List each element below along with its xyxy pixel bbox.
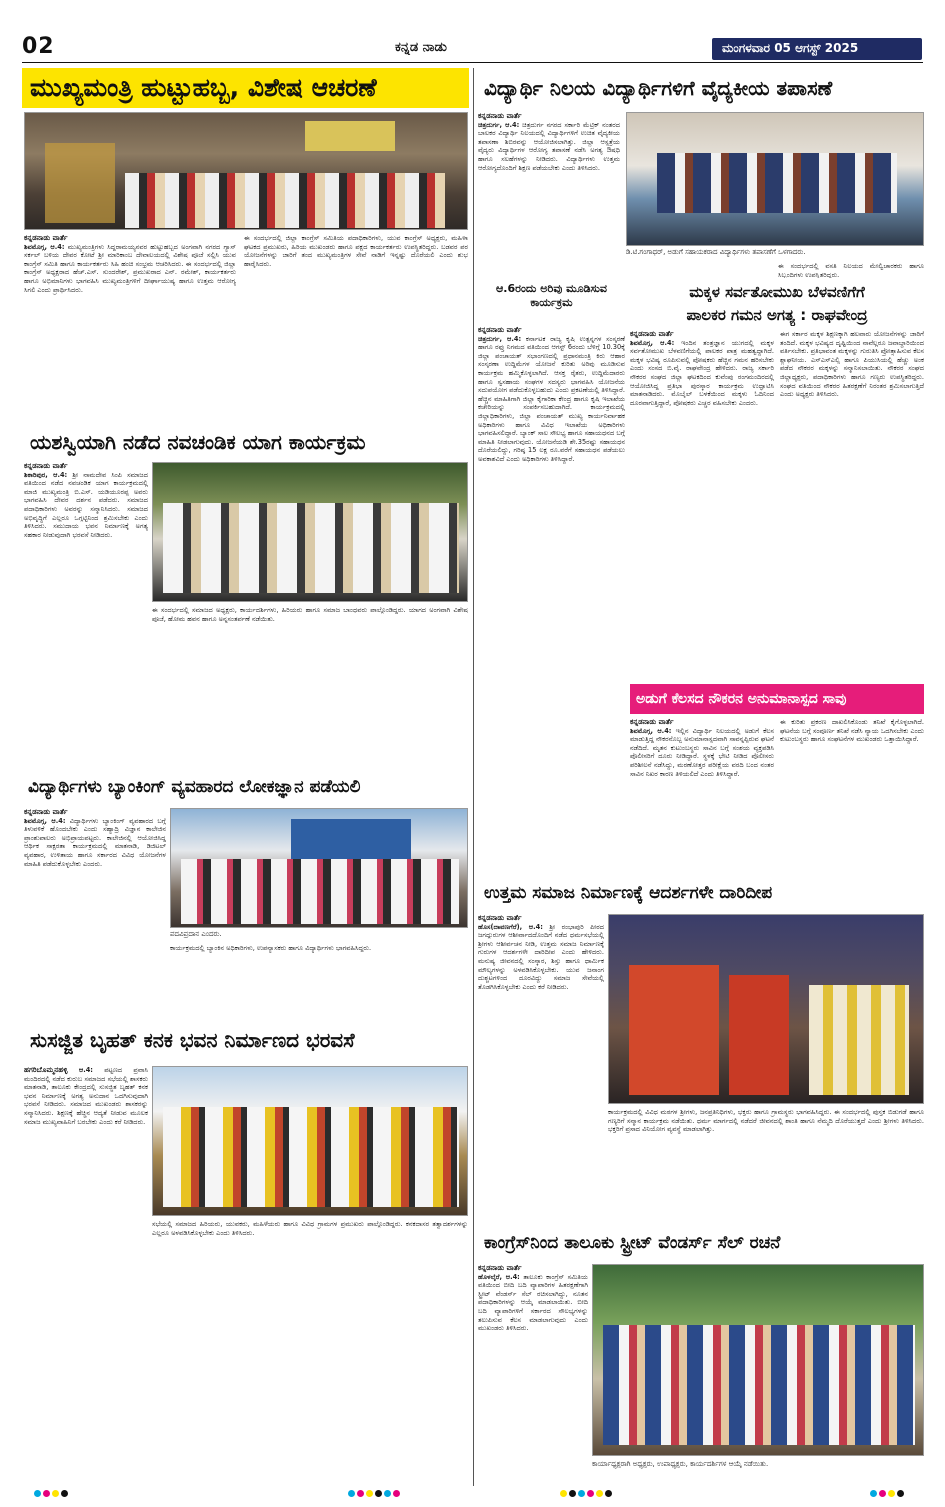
dateline: ಶಿವಮೊಗ್ಗ, ಆ.4: — [630, 338, 675, 347]
dateline: ಶಿಕಾರಿಪುರ, ಆ.4: — [24, 470, 68, 479]
photo-caption: ಕಾರ್ಯಾಧ್ಯಕ್ಷರಾಗಿ ಅಧ್ಯಕ್ಷರು, ಉಪಾಧ್ಯಕ್ಷರು, ಕಾರ್ಯದರ್ಶಿಗಳ ಆಯ್ಕೆ ನಡೆಯಿತು. — [592, 1460, 769, 1468]
byline: ಕನ್ನಡನಾಡು ವಾರ್ತೆ — [24, 234, 68, 242]
article-body: ಹೆಚ್ಚಿನ ಮಾಹಿತಿಗಾಗಿ ಜಿಲ್ಲಾ ಕೈಗಾರಿಕಾ ಕೇಂದ್ರ ಹಾಗೂ ಕೃಷಿ ಇಲಾಖೆಯ ಕಚೇರಿಯನ್ನು ಸಂಪರ್ಕಿಸಬಹುದಾಗಿದೆ. ಕಾರ್ಯಕ್ರಮದಲ್ಲಿ ಜಿಲ್ಲಾಧಿಕಾರಿಗಳು, ಜಿಲ್ಲಾ ಪಂಚಾಯತ್ ಮುಖ್ಯ ಕಾರ್ಯನಿರ್ವಾಹಕ ಅಧಿಕಾರಿಗಳು ಹಾಗೂ ವಿವಿಧ ಇಲಾಖೆಯ ಅಧಿಕಾರಿಗಳು ಭಾಗವಹಿಸಲಿದ್ದಾರೆ. ಬ್ಯಾಂಕ್ ಸಾಲ ಸೌಲಭ್ಯ ಹಾಗೂ ಸಹಾಯಧನದ ಬಗ್ಗೆ ಮಾಹಿತಿ ನೀಡಲಾಗುವುದು. ಯೋಜನೆಯಡಿ ಶೇ.35ರಷ್ಟು ಸಹಾಯಧನ ದೊರೆಯಲಿದ್ದು, ಗರಿಷ್ಠ 15 ಲಕ್ಷ ರೂ.ವರೆಗೆ ಸಹಾಯಧನ ಪಡೆಯಲು ಅವಕಾಶವಿದೆ ಎಂದು ಅಧಿಕಾರಿಗಳು ತಿಳಿಸಿದ್ದಾರೆ. — [478, 394, 625, 463]
dateline: ಚಿತ್ರದುರ್ಗ, ಆ.4: — [478, 120, 520, 129]
photo-ideal-society — [608, 914, 924, 1104]
article-body: ಕರ್ನಾಟಕ ರಾಜ್ಯ ಕೃಷಿ ಉತ್ಪನ್ನಗಳ ಸಂಸ್ಕರಣೆ ಹಾಗೂ ರಫ್ತು ನಿಗಮದ ವತಿಯಿಂದ ಆಗಸ್ಟ್ 6ರಂದು ಬೆಳಿಗ್ಗೆ 10.30ಕ್ಕೆ ಜಿಲ್ಲಾ ಪಂಚಾಯತ್ ಸಭಾಂಗಣದಲ್ಲಿ ಪ್ರಧಾನಮಂತ್ರಿ ಕಿರು ಆಹಾರ ಸಂಸ್ಕರಣಾ ಉದ್ದಿಮೆಗಳ ಯೋಜನೆ ಕುರಿತು ಅರಿವು ಮೂಡಿಸುವ ಕಾರ್ಯಕ್ರಮ ಹಮ್ಮಿಕೊಳ್ಳಲಾಗಿದೆ. ಆಸಕ್ತ ರೈತರು, ಉದ್ದಿಮೆದಾರರು ಹಾಗೂ ಸ್ವಸಹಾಯ ಸಂಘಗಳ ಸದಸ್ಯರು ಭಾಗವಹಿಸಿ ಯೋಜನೆಯ ಸದುಪಯೋಗ ಪಡೆದುಕೊಳ್ಳಬಹುದು ಎಂದು ಪ್ರಕಟಣೆಯಲ್ಲಿ ತಿಳಿಸಿದ್ದಾರೆ. — [478, 334, 625, 395]
article-cook-death-col1 — [630, 718, 774, 870]
article-body: ಪಟ್ಟಣದ ಪ್ರವಾಸಿ ಮಂದಿರದಲ್ಲಿ ನಡೆದ ಕುರುಬ ಸಮಾಜದ ಸಭೆಯಲ್ಲಿ ಶಾಸಕರು ಮಾತನಾಡಿ, ತಾಲೂಕು ಕೇಂದ್ರದಲ್ಲಿ ಸುಸಜ್ಜಿತ ಬೃಹತ್ ಕನಕ ಭವನ ನಿರ್ಮಾಣಕ್ಕೆ ಅಗತ್ಯ ಅನುದಾನ ಒದಗಿಸುವುದಾಗಿ ಭರವಸೆ ನೀಡಿದರು. ಸಮಾಜದ ಮುಖಂಡರು ಶಾಸಕರನ್ನು ಸನ್ಮಾನಿಸಿದರು. ಶಿಕ್ಷಣಕ್ಕೆ ಹೆಚ್ಚಿನ ಆದ್ಯತೆ ನೀಡುವ ಮೂಲಕ ಸಮಾಜ ಮುಖ್ಯವಾಹಿನಿಗೆ ಬರಬೇಕು ಎಂದು ಕರೆ ನೀಡಿದರು. — [24, 1066, 148, 1126]
photo-banking — [170, 808, 468, 928]
article-body: ಶ್ರೀ ರಂಭಾಪುರಿ ಪೀಠದ ಜಗದ್ಗುರುಗಳ ಆಶೀರ್ವಾದದೊಂದಿಗೆ ನಡೆದ ಧರ್ಮಸಭೆಯಲ್ಲಿ ಶ್ರೀಗಳು ಆಶೀರ್ವಚನ ನೀಡಿ, ಉತ್ತಮ ಸಮಾಜ ನಿರ್ಮಾಣಕ್ಕೆ ಗುರುಗಳ ಆದರ್ಶಗಳೇ ದಾರಿದೀಪ ಎಂದು ಹೇಳಿದರು. ಮನುಷ್ಯ ಜೀವನದಲ್ಲಿ ಸಂಸ್ಕಾರ, ಶಿಸ್ತು ಹಾಗೂ ಧಾರ್ಮಿಕ ಮೌಲ್ಯಗಳನ್ನು ಅಳವಡಿಸಿಕೊಳ್ಳಬೇಕು. ಯುವ ಜನಾಂಗ ದುಶ್ಚಟಗಳಿಂದ ದೂರವಿದ್ದು ಸಮಾಜ ಸೇವೆಯಲ್ಲಿ ತೊಡಗಿಸಿಕೊಳ್ಳಬೇಕು ಎಂದು ಕರೆ ನೀಡಿದರು. — [478, 922, 604, 991]
headline-banking: ವಿದ್ಯಾರ್ಥಿಗಳು ಬ್ಯಾಂಕಿಂಗ್ ವ್ಯವಹಾರದ ಲೋಕಜ್ಞಾನ ಪಡೆಯಲಿ — [28, 777, 361, 797]
byline: ಕನ್ನಡನಾಡು ವಾರ್ತೆ — [630, 330, 674, 338]
article-body: ಕಾರ್ಯಕ್ರಮದಲ್ಲಿ ಬ್ಯಾಂಕಿನ ಅಧಿಕಾರಿಗಳು, ಉಪನ್ಯಾಸಕರು ಹಾಗೂ ವಿದ್ಯಾರ್ಥಿಗಳು ಭಾಗವಹಿಸಿದ್ದರು. — [170, 944, 372, 952]
article-body: ಇಂದಿನ ತಂತ್ರಜ್ಞಾನ ಯುಗದಲ್ಲಿ ಮಕ್ಕಳ ಸರ್ವತೋಮುಖ ಬೆಳವಣಿಗೆಯಲ್ಲಿ ಪಾಲಕರ ಪಾತ್ರ ಮಹತ್ವದ್ದಾಗಿದೆ. ಮಕ್ಕಳ ಭವಿಷ್ಯ ರೂಪಿಸುವಲ್ಲಿ ಪೋಷಕರು ಹೆಚ್ಚಿನ ಗಮನ ಹರಿಸಬೇಕು ಎಂದು ಸಂಸದ ಬಿ.ವೈ. ರಾಘವೇಂದ್ರ ಹೇಳಿದರು. ರಾಜ್ಯ ಸರ್ಕಾರಿ ನೌಕರರ ಸಂಘದ ಜಿಲ್ಲಾ ಘಟಕದಿಂದ ಕುವೆಂಪು ರಂಗಮಂದಿರದಲ್ಲಿ ಆಯೋಜಿಸಿದ್ದ ಪ್ರತಿಭಾ ಪುರಸ್ಕಾರ ಕಾರ್ಯಕ್ರಮ ಉದ್ಘಾಟಿಸಿ ಮಾತನಾಡಿದರು. ಮೊಬೈಲ್ ಬಳಕೆಯಿಂದ ಮಕ್ಕಳು ಓದಿನಿಂದ ದೂರವಾಗುತ್ತಿದ್ದಾರೆ, ಪೋಷಕರು ಎಚ್ಚರ ವಹಿಸಬೇಕು ಎಂದರು. — [630, 338, 774, 407]
color-bar-right — [870, 1490, 904, 1497]
photo-caption: ಡಿ.ಟಿ.ಗಂಗಾಧರ್, ಅಡುಗೆ ಸಹಾಯಕರಾದ ವಿದ್ಯಾರ್ಥಿಗಳು ತಪಾಸಣೆಗೆ ಒಳಗಾದರು. — [626, 248, 806, 256]
dateline: ಚಿತ್ರದುರ್ಗ, ಆ.4: — [478, 334, 522, 343]
article-navachandika-col1 — [24, 462, 148, 768]
dateline: ಶಿವಮೊಗ್ಗ, ಆ.4: — [24, 242, 65, 251]
byline: ಹಗರಿಬೊಮ್ಮನಹಳ್ಳಿ — [24, 1066, 68, 1074]
article-ideal-society-col2 — [608, 1108, 924, 1222]
photo-caption: ಪದವಿಪ್ರದಾನ ಎಂದರು. — [170, 930, 222, 938]
photo-kanaka-bhavana — [152, 1066, 468, 1216]
dateline: ಶಿವಮೊಗ್ಗ, ಆ.4: — [630, 726, 672, 735]
color-bar-center-right — [560, 1490, 612, 1497]
article-body: ಶ್ರೀ ನಾಮದೇವ ಸಿಂಪಿ ಸಮಾಜದ ವತಿಯಿಂದ ನಡೆದ ನವಚಂಡಿಕ ಯಾಗ ಕಾರ್ಯಕ್ರಮದಲ್ಲಿ ಮಾಜಿ ಮುಖ್ಯಮಂತ್ರಿ ಬಿ.ಎಸ್. ಯಡಿಯೂರಪ್ಪ ಅವರು ಭಾಗವಹಿಸಿ ದೇವರ ದರ್ಶನ ಪಡೆದರು. ಸಮಾಜದ ಪದಾಧಿಕಾರಿಗಳು ಅವರನ್ನು ಸನ್ಮಾನಿಸಿದರು. ಸಮಾಜದ ಅಭಿವೃದ್ಧಿಗೆ ಎಲ್ಲರೂ ಒಗ್ಗಟ್ಟಿನಿಂದ ಶ್ರಮಿಸಬೇಕು ಎಂದು ತಿಳಿಸಿದರು. ಸಮುದಾಯ ಭವನ ನಿರ್ಮಾಣಕ್ಕೆ ಅಗತ್ಯ ಸಹಕಾರ ನೀಡುವುದಾಗಿ ಭರವಸೆ ನೀಡಿದರು. — [24, 470, 148, 539]
dateline: ಆ.4: — [78, 1066, 93, 1074]
article-cm-birthday-col2 — [244, 234, 468, 420]
headline-ideal-society: ಉತ್ತಮ ಸಮಾಜ ನಿರ್ಮಾಣಕ್ಕೆ ಆದರ್ಶಗಳೇ ದಾರಿದೀಪ — [484, 883, 773, 903]
headline-anganwadi: ಆ.6ರಂದು ಅರಿವು ಮೂಡಿಸುವ ಕಾರ್ಯಕ್ರಮ — [496, 282, 607, 309]
article-body: ಈಗ ಸರ್ಕಾರ ಮಕ್ಕಳ ಶಿಕ್ಷಣಕ್ಕಾಗಿ ಹಲವಾರು ಯೋಜನೆಗಳನ್ನು ಜಾರಿಗೆ ತಂದಿದೆ. ಮಕ್ಕಳ ಭವಿಷ್ಯದ ದೃಷ್ಟಿಯಿಂದ ನಾವೆಲ್ಲರೂ ಜವಾಬ್ದಾರಿಯಿಂದ ವರ್ತಿಸಬೇಕು. ಪ್ರತಿಭಾವಂತ ಮಕ್ಕಳನ್ನು ಗುರುತಿಸಿ ಪ್ರೋತ್ಸಾಹಿಸುವ ಕೆಲಸ ಶ್ಲಾಘನೀಯ. ಎಸ್ಎಸ್ಎಲ್ಸಿ ಹಾಗೂ ಪಿಯುಸಿಯಲ್ಲಿ ಹೆಚ್ಚು ಅಂಕ ಪಡೆದ ನೌಕರರ ಮಕ್ಕಳನ್ನು ಸನ್ಮಾನಿಸಲಾಯಿತು. ನೌಕರರ ಸಂಘದ ಜಿಲ್ಲಾಧ್ಯಕ್ಷರು, ಪದಾಧಿಕಾರಿಗಳು ಹಾಗೂ ಗಣ್ಯರು ಉಪಸ್ಥಿತರಿದ್ದರು. ಸಂಘದ ವತಿಯಿಂದ ನೌಕರರ ಹಿತರಕ್ಷಣೆಗೆ ನಿರಂತರ ಶ್ರಮಿಸಲಾಗುತ್ತಿದೆ ಎಂದು ಅಧ್ಯಕ್ಷರು ತಿಳಿಸಿದರು. — [780, 330, 924, 399]
article-street-vendors — [478, 1264, 588, 1486]
color-bar-left — [34, 1490, 68, 1497]
headline-street-vendors: ಕಾಂಗ್ರೆಸ್‌ನಿಂದ ತಾಲೂಕು ಸ್ಟ್ರೀಟ್ ವೆಂಡರ್ಸ್ ಸೆಲ್ ರಚನೆ — [484, 1233, 781, 1253]
headline-cm-birthday: ಮುಖ್ಯಮಂತ್ರಿ ಹುಟ್ಟುಹಬ್ಬ, ವಿಶೇಷ ಆಚರಣೆ — [22, 68, 469, 108]
photo-navachandika — [152, 462, 468, 602]
header-rule — [22, 62, 923, 63]
column-rule — [473, 68, 474, 1486]
byline: ಕನ್ನಡನಾಡು ವಾರ್ತೆ — [478, 914, 522, 922]
article-body: ಸಭೆಯಲ್ಲಿ ಸಮಾಜದ ಹಿರಿಯರು, ಯುವಕರು, ಮಹಿಳೆಯರು ಹಾಗೂ ವಿವಿಧ ಗ್ರಾಮಗಳ ಪ್ರಮುಖರು ಪಾಲ್ಗೊಂಡಿದ್ದರು. ಕನಕದಾಸರ ತತ್ವಾದರ್ಶಗಳನ್ನು ಎಲ್ಲರೂ ಅಳವಡಿಸಿಕೊಳ್ಳಬೇಕು ಎಂದು ತಿಳಿಸಿದರು. — [152, 1220, 468, 1237]
article-banking-col1 — [24, 808, 166, 1016]
article-body: ಇಲ್ಲಿನ ವಿದ್ಯಾರ್ಥಿ ನಿಲಯದಲ್ಲಿ ಅಡುಗೆ ಕೆಲಸ ಮಾಡುತ್ತಿದ್ದ ನೌಕರನೊಬ್ಬ ಅನುಮಾನಾಸ್ಪದವಾಗಿ ಸಾವನ್ನಪ್ಪಿರುವ ಘಟನೆ ನಡೆದಿದೆ. ಮೃತನ ಕುಟುಂಬಸ್ಥರು ಸಾವಿನ ಬಗ್ಗೆ ಸಂಶಯ ವ್ಯಕ್ತಪಡಿಸಿ ಪೊಲೀಸರಿಗೆ ದೂರು ನೀಡಿದ್ದಾರೆ. ಸ್ಥಳಕ್ಕೆ ಭೇಟಿ ನೀಡಿದ ಪೊಲೀಸರು ಪರಿಶೀಲನೆ ನಡೆಸಿದ್ದು, ಮರಣೋತ್ತರ ಪರೀಕ್ಷೆಯ ವರದಿ ಬಂದ ನಂತರ ಸಾವಿನ ನಿಖರ ಕಾರಣ ತಿಳಿಯಲಿದೆ ಎಂದು ತಿಳಿಸಿದ್ದಾರೆ. — [630, 726, 774, 778]
page-number: 02 — [22, 34, 55, 59]
article-ideal-society-col1 — [478, 914, 604, 1114]
photo-street-vendors — [592, 1264, 924, 1456]
headline-parents-line1: ಮಕ್ಕಳ ಸರ್ವತೋಮುಖ ಬೆಳವಣಿಗೆಗೆ — [689, 283, 865, 301]
article-body: ಮುಖ್ಯಮಂತ್ರಿಗಳು ಸಿದ್ದರಾಮಯ್ಯನವರ ಹುಟ್ಟುಹಬ್ಬದ ಅಂಗವಾಗಿ ನಗರದ ಗ್ಯಾಸ್ ಸರ್ಕಲ್ ಬಳಿಯ ದೇವರ ಕೋಟೆ ಶ್ರೀ ಮಾರಿಕಾಂಬ ದೇವಾಲಯದಲ್ಲಿ ವಿಶೇಷ ಪೂಜೆ ಸಲ್ಲಿಸಿ ಯುವ ಕಾಂಗ್ರೆಸ್ ಸಮಿತಿ ಹಾಗೂ ಕಾರ್ಯಕರ್ತರು ಸಿಹಿ ಹಂಚಿ ಸಂಭ್ರಮ ಆಚರಿಸಿದರು. ಈ ಸಂದರ್ಭದಲ್ಲಿ ಜಿಲ್ಲಾ ಕಾಂಗ್ರೆಸ್ ಅಧ್ಯಕ್ಷರಾದ ಹೆಚ್.ಎಸ್. ಸುಂದರೇಶ್, ಪ್ರಮುಖರಾದ ಎನ್. ರಮೇಶ್, ಕಾರ್ಯಕರ್ತರು ಹಾಗೂ ಅಭಿಮಾನಿಗಳು ಭಾಗವಹಿಸಿ ಮುಖ್ಯಮಂತ್ರಿಗಳಿಗೆ ದೀರ್ಘಾಯುಷ್ಯ ಹಾಗೂ ಉತ್ತಮ ಆರೋಗ್ಯ ಸಿಗಲಿ ಎಂದು ಪ್ರಾರ್ಥಿಸಿದರು. — [24, 242, 236, 294]
byline: ಕನ್ನಡನಾಡು ವಾರ್ತೆ — [478, 112, 522, 120]
article-hostel-health-col1 — [478, 112, 620, 278]
article-body: ಚಿತ್ರದುರ್ಗ ನಗರದ ಸರ್ಕಾರಿ ಮೆಟ್ರಿಕ್ ನಂತರದ ಬಾಲಕರ ವಿದ್ಯಾರ್ಥಿ ನಿಲಯದಲ್ಲಿ ವಿದ್ಯಾರ್ಥಿಗಳಿಗೆ ಉಚಿತ ವೈದ್ಯಕೀಯ ತಪಾಸಣಾ ಶಿಬಿರವನ್ನು ಆಯೋಜಿಸಲಾಗಿತ್ತು. ಜಿಲ್ಲಾ ಆಸ್ಪತ್ರೆಯ ವೈದ್ಯರು ವಿದ್ಯಾರ್ಥಿಗಳ ಆರೋಗ್ಯ ತಪಾಸಣೆ ನಡೆಸಿ ಅಗತ್ಯ ಔಷಧಿ ಹಾಗೂ ಸಲಹೆಗಳನ್ನು ನೀಡಿದರು. ವಿದ್ಯಾರ್ಥಿಗಳು ಉತ್ತಮ ಆರೋಗ್ಯದೊಂದಿಗೆ ಶಿಕ್ಷಣ ಪಡೆಯಬೇಕು ಎಂದು ತಿಳಿಸಿದರು. — [478, 120, 620, 172]
article-hostel-health-end: ಈ ಸಂದರ್ಭದಲ್ಲಿ ವಸತಿ ನಿಲಯದ ಮೇಲ್ವಿಚಾರಕರು ಹಾಗೂ ಸಿಬ್ಬಂದಿಗಳು ಉಪಸ್ಥಿತರಿದ್ದರು. — [778, 262, 924, 278]
article-banking-col2 — [170, 944, 468, 1016]
photo-cm-birthday — [24, 112, 468, 230]
date-strip: ಮಂಗಳವಾರ 05 ಆಗಸ್ಟ್ 2025 — [712, 38, 922, 60]
byline: ಕನ್ನಡನಾಡು ವಾರ್ತೆ — [24, 808, 68, 816]
color-bar-center-left — [348, 1490, 400, 1497]
article-body: ಈ ಸಂದರ್ಭದಲ್ಲಿ ಸಮಾಜದ ಅಧ್ಯಕ್ಷರು, ಕಾರ್ಯದರ್ಶಿಗಳು, ಹಿರಿಯರು ಹಾಗೂ ಸಮಾಜ ಬಾಂಧವರು ಪಾಲ್ಗೊಂಡಿದ್ದರು. ಯಾಗದ ಅಂಗವಾಗಿ ವಿಶೇಷ ಪೂಜೆ, ಹೋಮ ಹವನ ಹಾಗೂ ಅನ್ನಸಂತರ್ಪಣೆ ನಡೆಯಿತು. — [152, 606, 468, 623]
headline-navachandika: ಯಶಸ್ವಿಯಾಗಿ ನಡೆದ ನವಚಂಡಿಕ ಯಾಗ ಕಾರ್ಯಕ್ರಮ — [30, 430, 366, 454]
byline: ಕನ್ನಡನಾಡು ವಾರ್ತೆ — [24, 462, 68, 470]
article-body: ತಾಲೂಕು ಕಾಂಗ್ರೆಸ್ ಸಮಿತಿಯ ವತಿಯಿಂದ ಬೀದಿ ಬದಿ ವ್ಯಾಪಾರಿಗಳ ಹಿತರಕ್ಷಣೆಗಾಗಿ ಸ್ಟ್ರೀಟ್ ವೆಂಡರ್ಸ್ ಸೆಲ್ ರಚಿಸಲಾಗಿದ್ದು, ನೂತನ ಪದಾಧಿಕಾರಿಗಳನ್ನು ಆಯ್ಕೆ ಮಾಡಲಾಯಿತು. ಬೀದಿ ಬದಿ ವ್ಯಾಪಾರಿಗಳಿಗೆ ಸರ್ಕಾರದ ಸೌಲಭ್ಯಗಳನ್ನು ತಲುಪಿಸುವ ಕೆಲಸ ಮಾಡಲಾಗುವುದು ಎಂದು ಮುಖಂಡರು ತಿಳಿಸಿದರು. — [478, 1272, 588, 1333]
article-cm-birthday-col1 — [24, 234, 236, 420]
article-kanaka-bhavana-col1 — [24, 1066, 148, 1486]
article-body: ಕಾರ್ಯಕ್ರಮದಲ್ಲಿ ವಿವಿಧ ಮಠಗಳ ಶ್ರೀಗಳು, ಜನಪ್ರತಿನಿಧಿಗಳು, ಭಕ್ತರು ಹಾಗೂ ಗ್ರಾಮಸ್ಥರು ಭಾಗವಹಿಸಿದ್ದರು. ಈ ಸಂದರ್ಭದಲ್ಲಿ ಪುಸ್ತಕ ಬಿಡುಗಡೆ ಹಾಗೂ ಗಣ್ಯರಿಗೆ ಸನ್ಮಾನ ಕಾರ್ಯಕ್ರಮ ನಡೆಯಿತು. ಧರ್ಮ ಮಾರ್ಗದಲ್ಲಿ ನಡೆದರೆ ಜೀವನದಲ್ಲಿ ಶಾಂತಿ ಹಾಗೂ ನೆಮ್ಮದಿ ದೊರೆಯುತ್ತದೆ ಎಂದು ಶ್ರೀಗಳು ತಿಳಿಸಿದರು. ಭಕ್ತರಿಗೆ ಪ್ರಸಾದ ವಿನಿಯೋಗ ವ್ಯವಸ್ಥೆ ಮಾಡಲಾಗಿತ್ತು. — [608, 1108, 924, 1134]
photo-hostel-health — [626, 112, 924, 246]
byline: ಕನ್ನಡನಾಡು ವಾರ್ತೆ — [478, 326, 522, 334]
article-cook-death-col2 — [780, 718, 924, 870]
byline: ಕನ್ನಡನಾಡು ವಾರ್ತೆ — [630, 718, 674, 726]
article-anganwadi — [478, 326, 625, 736]
masthead: ಕನ್ನಡ ನಾಡು — [395, 40, 447, 55]
byline: ಕನ್ನಡನಾಡು ವಾರ್ತೆ — [478, 1264, 522, 1272]
article-parents-col2 — [780, 330, 924, 680]
headline-parents-line2: ಪಾಲಕರ ಗಮನ ಅಗತ್ಯ : ರಾಘವೇಂದ್ರ — [686, 306, 868, 324]
headline-hostel-health: ವಿದ್ಯಾರ್ಥಿ ನಿಲಯ ವಿದ್ಯಾರ್ಥಿಗಳಿಗೆ ವೈದ್ಯಕೀಯ ತಪಾಸಣೆ — [484, 76, 833, 100]
article-body: ಈ ಕುರಿತು ಪ್ರಕರಣ ದಾಖಲಿಸಿಕೊಂಡು ತನಿಖೆ ಕೈಗೊಳ್ಳಲಾಗಿದೆ. ಘಟನೆಯ ಬಗ್ಗೆ ಸಂಪೂರ್ಣ ತನಿಖೆ ನಡೆಸಿ ನ್ಯಾಯ ಒದಗಿಸಬೇಕು ಎಂದು ಕುಟುಂಬಸ್ಥರು ಹಾಗೂ ಸಂಘಟನೆಗಳ ಮುಖಂಡರು ಒತ್ತಾಯಿಸಿದ್ದಾರೆ. — [780, 718, 924, 744]
article-body: ವಿದ್ಯಾರ್ಥಿಗಳು ಬ್ಯಾಂಕಿಂಗ್ ವ್ಯವಹಾರದ ಬಗ್ಗೆ ತಿಳುವಳಿಕೆ ಹೊಂದಬೇಕು ಎಂದು ಸಹ್ಯಾದ್ರಿ ವಿಜ್ಞಾನ ಕಾಲೇಜಿನ ಪ್ರಾಂಶುಪಾಲರು ಅಭಿಪ್ರಾಯಪಟ್ಟರು. ಕಾಲೇಜಿನಲ್ಲಿ ಆಯೋಜಿಸಿದ್ದ ಆರ್ಥಿಕ ಸಾಕ್ಷರತಾ ಕಾರ್ಯಕ್ರಮದಲ್ಲಿ ಮಾತನಾಡಿ, ಡಿಜಿಟಲ್ ವ್ಯವಹಾರ, ಉಳಿತಾಯ ಹಾಗೂ ಸರ್ಕಾರದ ವಿವಿಧ ಯೋಜನೆಗಳ ಮಾಹಿತಿ ಪಡೆದುಕೊಳ್ಳಬೇಕು ಎಂದರು. — [24, 816, 166, 868]
article-body: ಈ ಸಂದರ್ಭದಲ್ಲಿ ಜಿಲ್ಲಾ ಕಾಂಗ್ರೆಸ್ ಸಮಿತಿಯ ಪದಾಧಿಕಾರಿಗಳು, ಯುವ ಕಾಂಗ್ರೆಸ್ ಅಧ್ಯಕ್ಷರು, ಮಹಿಳಾ ಘಟಕದ ಪ್ರಮುಖರು, ಹಿರಿಯ ಮುಖಂಡರು ಹಾಗೂ ಪಕ್ಷದ ಕಾರ್ಯಕರ್ತರು ಉಪಸ್ಥಿತರಿದ್ದರು. ಬಡವರ ಪರ ಯೋಜನೆಗಳನ್ನು ಜಾರಿಗೆ ತಂದ ಮುಖ್ಯಮಂತ್ರಿಗಳ ಸೇವೆ ನಾಡಿಗೆ ಇನ್ನಷ್ಟು ದೊರೆಯಲಿ ಎಂದು ಶುಭ ಹಾರೈಸಿದರು. — [244, 234, 468, 268]
article-parents-col1 — [630, 330, 774, 680]
dateline: ಹೊಳಲ್ಕೆರೆ, ಆ.4: — [478, 1272, 520, 1281]
headline-cook-death: ಅಡುಗೆ ಕೆಲಸದ ನೌಕರನ ಅನುಮಾನಾಸ್ಪದ ಸಾವು — [630, 684, 924, 714]
article-kanaka-bhavana-col2 — [152, 1220, 468, 1486]
dateline: ಹೊಸ(ದಾವಣಗೆರೆ), ಆ.4: — [478, 922, 543, 931]
headline-kanaka-bhavana: ಸುಸಜ್ಜಿತ ಬೃಹತ್ ಕನಕ ಭವನ ನಿರ್ಮಾಣದ ಭರವಸೆ — [30, 1028, 355, 1052]
article-navachandika-col2 — [152, 606, 468, 768]
dateline: ಶಿವಮೊಗ್ಗ, ಆ.4: — [24, 816, 66, 825]
